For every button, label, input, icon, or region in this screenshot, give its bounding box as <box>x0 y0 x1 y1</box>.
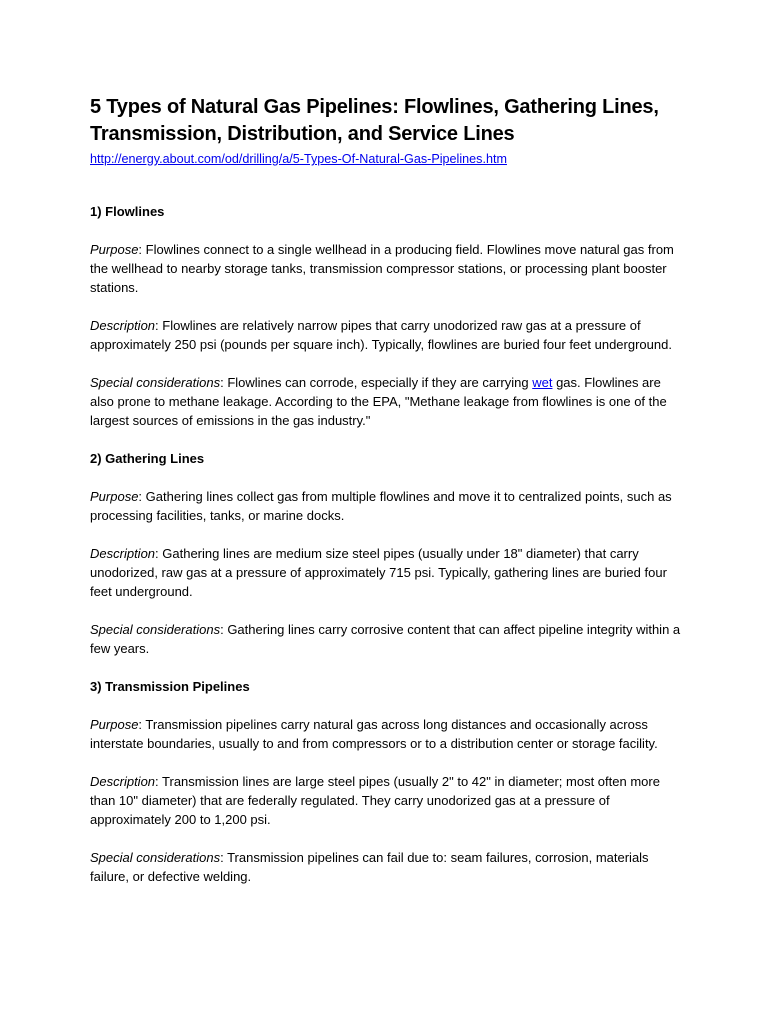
description-text: Gathering lines are medium size steel pipes (usually under 18" diameter) that carry unodorized, raw gas at a pressure of approximately 715 psi. Typically, gathering lines are buried four feet underground. <box>90 546 667 599</box>
section-heading-gathering-lines: 2) Gathering Lines <box>90 451 205 466</box>
purpose-text: Flowlines connect to a single wellhead in a producing field. Flowlines move natural gas from the wellhead to nearby storage tanks, transmission compressor stations, or processing plant booster stations. <box>90 242 674 295</box>
description-text: Flowlines are relatively narrow pipes that carry unodorized raw gas at a pressure of approximately 250 psi (pounds per square inch). Typically, flowlines are buried four feet underground. <box>90 318 672 352</box>
special-considerations-text: Gathering lines carry corrosive content that can affect pipeline integrity within a few years. <box>90 622 681 656</box>
purpose-label: Purpose <box>90 717 139 732</box>
purpose-text: Transmission pipelines carry natural gas across long distances and occasionally across interstate boundaries, usually to and from compressors or to a distribution center or storage facility. <box>90 717 658 751</box>
purpose-label: Purpose <box>90 489 139 504</box>
document-content <box>90 94 686 886</box>
purpose-text: Gathering lines collect gas from multiple flowlines and move it to centralized points, such as processing facilities, tanks, or marine docks. <box>90 489 672 523</box>
gathering-lines-purpose: Purpose: Gathering lines collect gas from multiple flowlines and move it to centralized points, such as processing facilities, tanks, or marine docks. <box>90 489 672 523</box>
description-text: Transmission lines are large steel pipes (usually 2" to 42" in diameter; most often more than 10" diameter) that are federally regulated. They carry unodorized gas at a pressure of approximately 200 to 1,200 psi. <box>90 774 660 827</box>
special-considerations-label: Special considerations <box>90 850 221 865</box>
special-considerations-text: Transmission pipelines can fail due to: seam failures, corrosion, materials failure, or defective welding. <box>90 850 649 884</box>
special-considerations-text-after: gas. Flowlines are also prone to methane leakage. According to the EPA, "Methane leakage from flowlines is one of the largest sources of emissions in the gas industry." <box>90 375 667 428</box>
transmission-special-considerations: Special considerations: Transmission pipelines can fail due to: seam failures, corrosion, materials failure, or defective welding. <box>90 850 649 884</box>
gathering-lines-special-considerations: Special considerations: Gathering lines carry corrosive content that can affect pipeline integrity within a few years. <box>90 622 681 656</box>
description-label: Description <box>90 774 156 789</box>
section-heading-transmission-pipelines: 3) Transmission Pipelines <box>90 679 250 694</box>
flowlines-description: Description: Flowlines are relatively narrow pipes that carry unodorized raw gas at a pressure of approximately 250 psi (pounds per square inch). Typically, flowlines are buried four feet underground. <box>90 318 672 352</box>
flowlines-purpose: Purpose: Flowlines connect to a single wellhead in a producing field. Flowlines move natural gas from the wellhead to nearby storage tanks, transmission compressor stations, or processing plant booster stations. <box>90 242 674 295</box>
gathering-lines-description: Description: Gathering lines are medium size steel pipes (usually under 18" diameter) that carry unodorized, raw gas at a pressure of approximately 715 psi. Typically, gathering lines are buried four feet underground. <box>90 546 667 599</box>
special-considerations-text-before: Flowlines can corrode, especially if they are carrying <box>227 375 533 390</box>
description-label: Description <box>90 318 156 333</box>
special-considerations-label: Special considerations <box>90 622 221 637</box>
source-url-link[interactable]: http://energy.about.com/od/drilling/a/5-Types-Of-Natural-Gas-Pipelines.htm <box>90 152 507 166</box>
special-considerations-label: Special considerations <box>90 375 221 390</box>
transmission-purpose: Purpose: Transmission pipelines carry natural gas across long distances and occasionally across interstate boundaries, usually to and from compressors or to a distribution center or storage facility. <box>90 717 658 751</box>
section-heading-flowlines: 1) Flowlines <box>90 204 165 219</box>
description-label: Description <box>90 546 156 561</box>
page-title: 5 Types of Natural Gas Pipelines: Flowlines, Gathering Lines, Transmission, Distribution, and Service Lines <box>90 96 659 145</box>
flowlines-special-considerations: Special considerations: Flowlines can corrode, especially if they are carrying wet gas. Flowlines are also prone to methane leakage. According to the EPA, "Methane leakage from flowlines is one of the largest sources of emissions in the gas industry." <box>90 375 667 428</box>
transmission-description: Description: Transmission lines are large steel pipes (usually 2" to 42" in diameter; most often more than 10" diameter) that are federally regulated. They carry unodorized gas at a pressure of approximately 200 to 1,200 psi. <box>90 774 660 827</box>
wet-gas-link[interactable]: wet <box>532 375 553 390</box>
purpose-label: Purpose <box>90 242 139 257</box>
